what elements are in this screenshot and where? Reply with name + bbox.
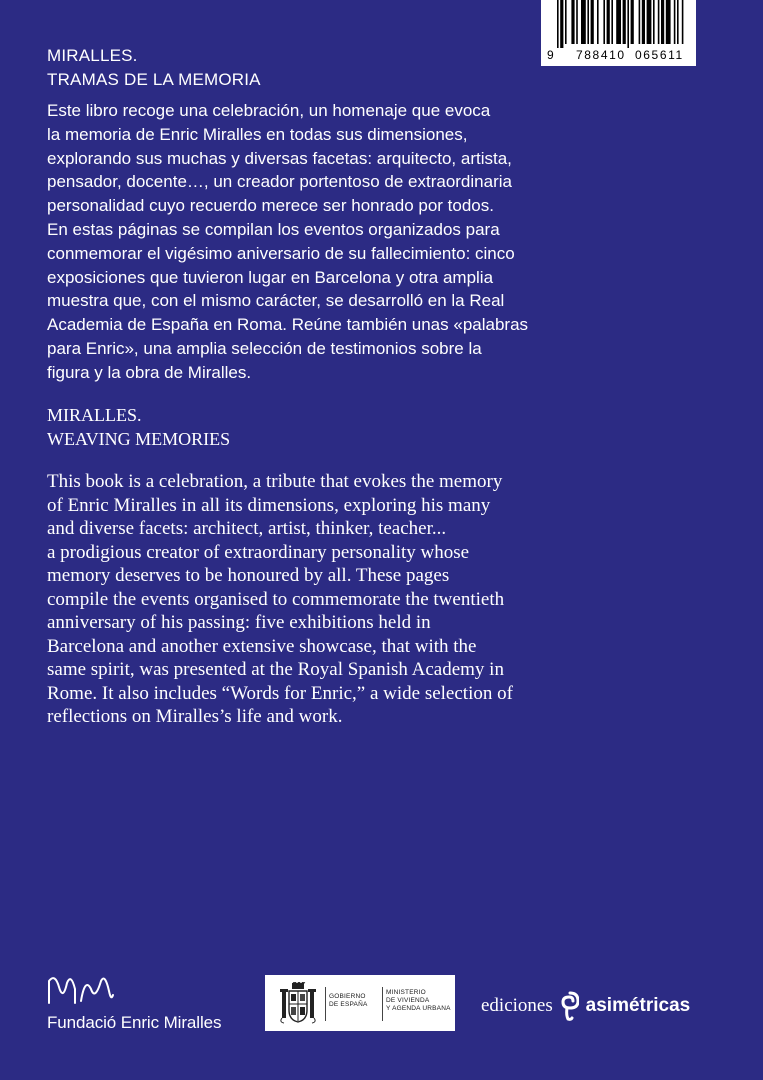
gobierno-name-line: GOBIERNO	[329, 993, 366, 1000]
english-body-line: and diverse facets: architect, artist, thinker, teacher...	[47, 518, 447, 539]
barcode-bar	[576, 0, 578, 44]
barcode-bars	[541, 0, 696, 48]
spanish-title-line: TRAMAS DE LA MEMORIA	[47, 70, 261, 89]
barcode-bar	[611, 0, 613, 44]
barcode-bar	[677, 0, 679, 44]
barcode-bar	[627, 0, 629, 48]
spanish-body-line: Este libro recoge una celebración, un homenaje que evoca	[47, 101, 491, 120]
barcode-bar	[571, 0, 574, 44]
isbn-number	[541, 48, 696, 64]
fundacio-name: Fundació Enric Miralles	[47, 1013, 222, 1032]
spanish-body-line: pensador, docente…, un creador portentoso de extraordinaria	[47, 172, 512, 192]
spanish-body-line: personalidad cuyo recuerdo merece ser honrado por todos.	[47, 196, 494, 216]
ministerio-name-line: Y AGENDA URBANA	[386, 1005, 451, 1012]
barcode-bar	[647, 0, 652, 44]
english-body-line: compile the events organised to commemorate the twentieth	[47, 588, 505, 610]
barcode-bar	[661, 0, 664, 44]
gobierno-name-line: DE ESPAÑA	[329, 1001, 368, 1008]
isbn-digit-first: 9	[547, 48, 556, 62]
spanish-body-line: explorando sus muchas y diversas facetas: arquitecto, artista,	[47, 148, 512, 168]
spanish-body-line: para Enric», una amplia selección de testimonios sobre la	[47, 338, 482, 358]
publisher-word-ediciones: ediciones	[481, 995, 553, 1016]
barcode-bar	[597, 0, 599, 44]
barcode-bar	[557, 0, 559, 48]
publisher-word-asimetricas: asimétricas	[585, 995, 691, 1016]
gobierno-logo-block	[265, 975, 455, 1031]
barcode-bar	[560, 0, 563, 48]
spanish-body-line: la memoria de Enric Miralles en todas sus dimensiones,	[47, 124, 468, 144]
ministerio-name-line: MINISTERIO	[386, 989, 426, 996]
barcode-bar	[616, 0, 621, 44]
barcode-bar	[581, 0, 586, 44]
english-body-line: anniversary of his passing: five exhibitions held in	[47, 612, 431, 633]
gov-divider	[325, 987, 326, 1021]
barcode-bar	[682, 0, 684, 44]
spain-coat-of-arms-icon	[279, 982, 317, 1026]
spanish-body-line: exposiciones que tuvieron lugar en Barcelona y otra amplia	[47, 267, 494, 287]
english-title	[47, 403, 230, 451]
english-body-line: reflections on Miralles’s life and work.	[47, 706, 343, 727]
barcode-bar	[603, 0, 605, 44]
barcode-bar	[642, 0, 645, 44]
english-title-line: WEAVING MEMORIES	[47, 429, 231, 449]
asimetricas-mark-icon	[561, 991, 579, 1021]
barcode-bar	[623, 0, 626, 44]
english-body-line: of Enric Miralles in all its dimensions, exploring his many	[47, 494, 491, 516]
english-body-line: memory deserves to be honoured by all. These pages	[47, 565, 450, 586]
gobierno-name	[329, 993, 368, 1009]
ministerio-name-line: DE VIVIENDA	[386, 997, 430, 1004]
spanish-description	[47, 99, 547, 385]
barcode-bar	[631, 0, 634, 44]
barcode-bar	[658, 0, 660, 44]
english-description	[47, 470, 557, 729]
barcode-bar	[639, 0, 641, 44]
english-body-line: same spirit, was presented at the Royal Spanish Academy in	[47, 659, 504, 680]
english-body-line: Barcelona and another extensive showcase, that with the	[47, 635, 477, 657]
spanish-body-line: Academia de España en Roma. Reúne también unas «palabras	[47, 315, 529, 335]
ministerio-name	[386, 989, 451, 1013]
publisher-logo	[481, 991, 690, 1021]
fundacio-wave-logo-icon	[47, 975, 117, 1005]
isbn-digit-group-2: 065611	[635, 48, 684, 62]
english-body-line: Rome. It also includes “Words for Enric,” a wide selection of	[47, 682, 513, 704]
spanish-body-line: En estas páginas se compilan los eventos organizados para	[47, 219, 500, 239]
barcode-bar	[565, 0, 567, 44]
barcode-bar	[674, 0, 676, 44]
barcode-bar	[653, 0, 655, 44]
spanish-body-line: muestra que, con el mismo carácter, se desarrolló en la Real	[47, 291, 505, 311]
barcode-bar	[607, 0, 610, 44]
spanish-body-line: conmemorar el vigésimo aniversario de su fallecimiento: cinco	[47, 243, 515, 263]
english-body-line: This book is a celebration, a tribute that evokes the memory	[47, 471, 503, 492]
barcode-bar	[591, 0, 594, 44]
isbn-barcode	[541, 0, 696, 66]
barcode-bar	[666, 0, 671, 44]
isbn-digit-group-1: 788410	[576, 48, 626, 62]
english-title-line: MIRALLES.	[47, 405, 142, 425]
spanish-title-line: MIRALLES.	[47, 46, 138, 65]
barcode-bar	[587, 0, 589, 44]
gov-divider	[382, 987, 383, 1021]
english-body-line: a prodigious creator of extraordinary personality whose	[47, 541, 470, 563]
spanish-title	[47, 44, 261, 92]
spanish-body-line: figura y la obra de Miralles.	[47, 362, 252, 382]
